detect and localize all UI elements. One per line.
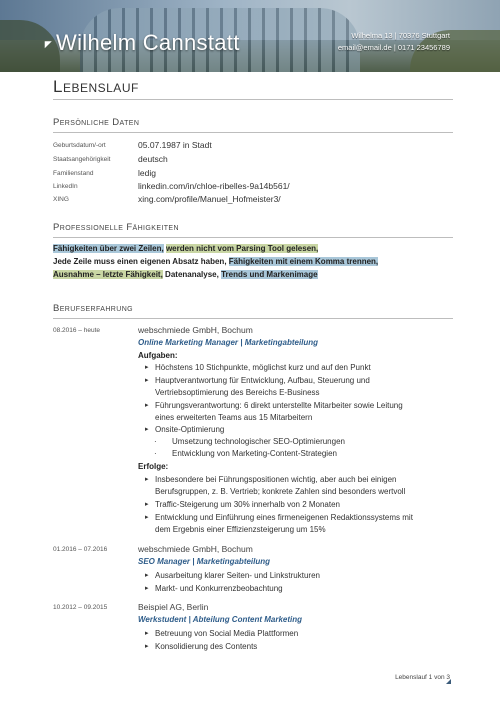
bullet-arrow-icon: ▸ <box>145 402 149 409</box>
bullet-arrow-icon: ▸ <box>145 643 149 650</box>
job-company: webschmiede GmbH, Bochum <box>138 544 253 554</box>
skill-item: Jede Zeile muss einen eigenen Absatz haben, <box>53 257 227 267</box>
contact-info <box>338 30 450 54</box>
contact-line: email@email.de | 0171 23456789 <box>337 43 450 52</box>
skill-item: Fähigkeiten mit einem Komma trennen, <box>228 257 379 267</box>
title-divider <box>53 99 453 100</box>
page-footer: Lebenslauf 1 von 3 <box>395 674 450 681</box>
skill-item: Fähigkeiten über zwei Zeilen, <box>53 244 164 253</box>
birth-value: 05.07.1987 in Stadt <box>138 140 212 150</box>
tasks-label: Aufgaben: <box>138 351 178 360</box>
job-date: 08.2016 – heute <box>53 327 100 334</box>
bullet-arrow-icon: ▸ <box>145 377 149 384</box>
nationality-label: Staatsangehörigkeit <box>53 156 111 163</box>
sub-list-item: · Entwicklung von Marketing-Content-Strategien <box>154 449 337 458</box>
job-role: Werkstudent | Abteilung Content Marketing <box>138 615 303 624</box>
personal-data-heading: Persönliche Daten <box>53 117 140 128</box>
list-item: ▸ Insbesondere bei Führungspositionen wichtig, aber auch bei einigen <box>145 474 455 487</box>
xing-value: xing.com/profile/Manuel_Hofmeister3/ <box>138 194 281 204</box>
xing-label: XING <box>53 196 69 203</box>
list-item-continuation: eines erweiterten Teams aus 15 Mitarbeitern <box>155 413 313 422</box>
marital-label: Familienstand <box>53 170 94 177</box>
skill-item: Ausnahme – letzte Fähigkeit, <box>53 270 163 280</box>
job-company: webschmiede GmbH, Bochum <box>138 325 253 335</box>
skills-line <box>53 268 453 281</box>
list-item: ▸ Onsite-Optimierung <box>145 424 455 437</box>
list-item: ▸ Traffic-Steigerung um 30% innerhalb von 2 Monaten <box>145 499 455 512</box>
applicant-name: Wilhelm Cannstatt <box>56 30 240 55</box>
job-date: 01.2016 – 07.2016 <box>53 546 108 553</box>
list-item: ▸ Ausarbeitung klarer Seiten- und Linkstrukturen <box>145 570 455 583</box>
bullet-dot-icon: · <box>154 449 157 458</box>
skill-item: Trends und Markenimage <box>221 270 318 280</box>
list-item: ▸ Hauptverantwortung für Entwicklung, Aufbau, Steuerung und <box>145 375 455 388</box>
list-item: ▸ Betreuung von Social Media Plattformen <box>145 628 455 641</box>
job-company: Beispiel AG, Berlin <box>138 602 209 612</box>
skills-heading: Professionelle Fähigkeiten <box>53 222 179 233</box>
section-divider <box>53 132 453 133</box>
bullet-arrow-icon: ▸ <box>145 364 149 371</box>
bullet-arrow-icon: ▸ <box>145 514 149 521</box>
skill-item: Datenanalyse, <box>165 270 219 280</box>
results-label: Erfolge: <box>138 462 169 471</box>
skills-line <box>53 242 453 255</box>
job-role: SEO Manager | Marketingabteilung <box>138 557 271 566</box>
linkedin-value: linkedin.com/in/chloe-ribelles-9a14b561/ <box>138 181 290 191</box>
birth-label: Geburtsdatum/-ort <box>53 142 106 149</box>
bullet-arrow-icon: ▸ <box>145 476 149 483</box>
bullet-dot-icon: · <box>154 437 157 446</box>
address-line: Wilhelma 13 | 70376 Stuttgart <box>351 31 450 40</box>
list-item-continuation: dem Ergebnis einer Effizienzsteigerung um 15% <box>155 525 326 534</box>
list-item: ▸ Führungsverantwortung: 6 direkt unterstellte Mitarbeiter sowie Leitung <box>145 400 455 413</box>
linkedin-label: LinkedIn <box>53 183 78 190</box>
skills-block <box>53 242 453 282</box>
skills-line <box>53 255 453 268</box>
skill-item: werden nicht vom Parsing Tool gelesen, <box>165 244 319 253</box>
list-item-continuation: Berufsgruppen, z. B. Vertrieb; konkrete Zahlen sind besonders wertvoll <box>155 487 406 496</box>
bullet-arrow-icon: ▸ <box>145 572 149 579</box>
page-title: Lebenslauf <box>53 77 139 96</box>
job-role: Online Marketing Manager | Marketingabteilung <box>138 338 319 347</box>
header-banner <box>0 0 500 72</box>
corner-arrow-icon <box>446 679 451 684</box>
nationality-value: deutsch <box>138 154 168 164</box>
list-item: ▸ Markt- und Konkurrenzbeobachtung <box>145 583 455 596</box>
section-divider <box>53 318 453 319</box>
job-date: 10.2012 – 09.2015 <box>53 604 108 611</box>
bullet-arrow-icon: ▸ <box>145 630 149 637</box>
list-item: ▸ Konsolidierung des Contents <box>145 641 455 654</box>
list-item: ▸ Entwicklung und Einführung eines firmeneigenen Redaktionssystems mit <box>145 512 455 525</box>
bullet-arrow-icon: ▸ <box>145 585 149 592</box>
marital-value: ledig <box>138 168 156 178</box>
list-item-continuation: Vertriebsoptimierung des Bereichs E-Business <box>155 388 320 397</box>
bullet-arrow-icon: ▸ <box>145 426 149 433</box>
list-item: ▸ Höchstens 10 Stichpunkte, möglichst kurz und auf den Punkt <box>145 362 455 375</box>
bullet-arrow-icon: ▸ <box>145 501 149 508</box>
sub-list-item: · Umsetzung technologischer SEO-Optimierungen <box>154 437 345 446</box>
experience-heading: Berufserfahrung <box>53 303 134 314</box>
section-divider <box>53 237 453 238</box>
